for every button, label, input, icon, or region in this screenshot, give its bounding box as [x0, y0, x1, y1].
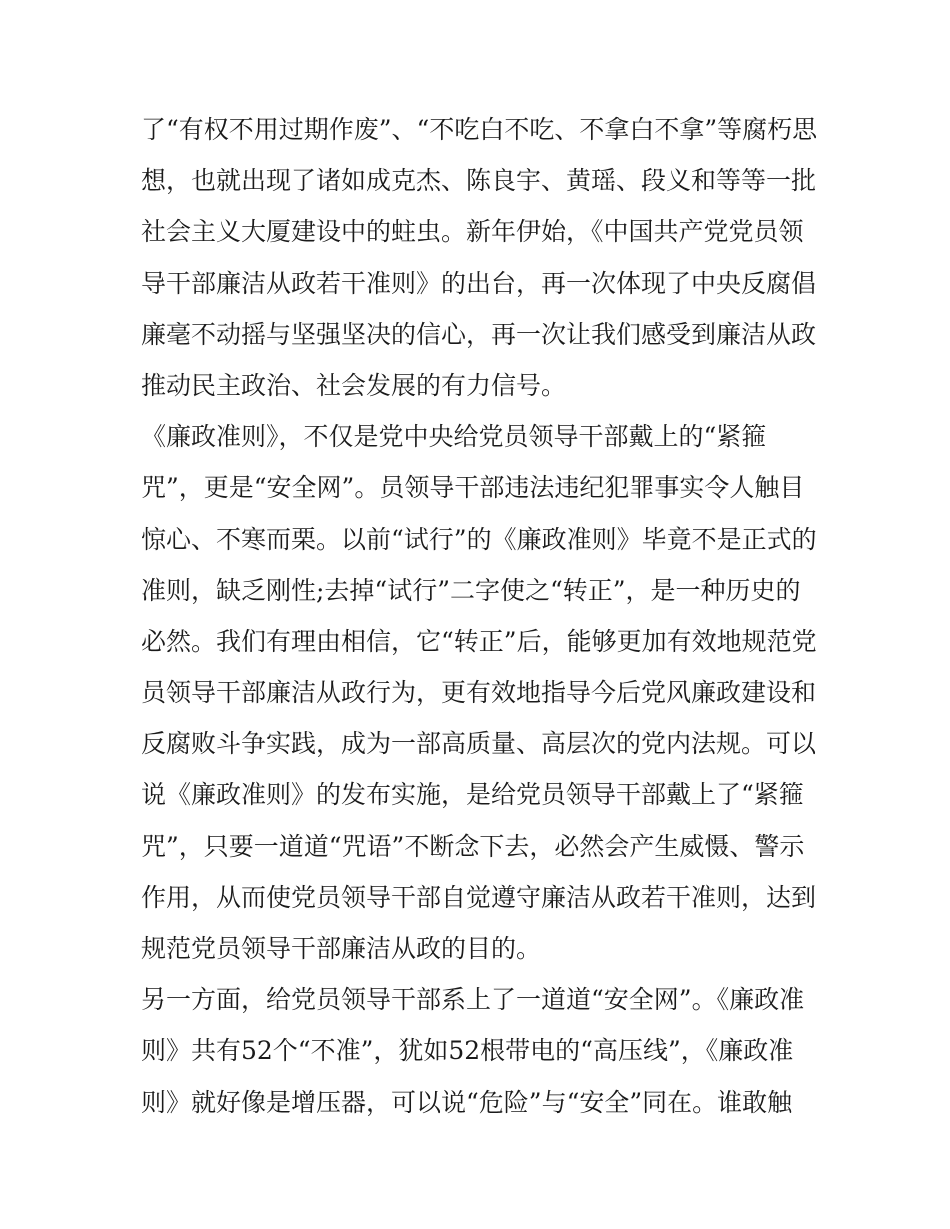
- text-line: 了“有权不用过期作废”、“不吃白不吃、不拿白不拿”等腐朽思: [141, 115, 818, 144]
- text-line: 社会主义大厦建设中的蛀虫。新年伊始，《中国共产党党员领: [141, 217, 804, 247]
- text-line: 反腐败斗争实践，成为一部高质量、高层次的党内法规。可以: [141, 729, 817, 759]
- text-line: 导干部廉洁从政若干准则》的出台，再一次体现了中央反腐倡: [141, 268, 817, 298]
- text-line: 《廉政准则》，不仅是党中央给党员领导干部戴上的“紧箍: [141, 422, 767, 452]
- text-line: 必然。我们有理由相信，它“转正”后，能够更加有效地规范党: [141, 626, 817, 656]
- text-line: 则》就好像是增压器，可以说“危险”与“安全”同在。谁敢触: [141, 1087, 793, 1117]
- text-line: 惊心、不寒而栗。以前“试行”的《廉政准则》毕竟不是正式的: [141, 524, 817, 554]
- text-line: 则》共有52个“不准”，犹如52根带电的“高压线”，《廉政准: [141, 1036, 794, 1066]
- text-line: 说《廉政准则》的发布实施，是给党员领导干部戴上了“紧箍: [141, 780, 804, 810]
- text-line: 咒”，更是“安全网”。员领导干部违法违纪犯罪事实令人触目: [141, 473, 805, 503]
- text-line: 另一方面，给党员领导干部系上了一道道“安全网”。《廉政准: [141, 985, 805, 1015]
- text-line: 准则，缺乏刚性;去掉“试行”二字使之“转正”，是一种历史的: [141, 575, 801, 605]
- text-line: 推动民主政治、社会发展的有力信号。: [141, 370, 567, 400]
- text-line: 咒”，只要一道道“咒语”不断念下去，必然会产生威慑、警示: [141, 831, 805, 861]
- text-line: 作用，从而使党员领导干部自觉遵守廉洁从政若干准则，达到: [141, 882, 817, 912]
- text-line: 想，也就出现了诸如成克杰、陈良宇、黄瑶、段义和等等一批: [141, 166, 817, 196]
- document-body: [141, 104, 821, 1128]
- text-line: 员领导干部廉洁从政行为，更有效地指导今后党风廉政建设和: [141, 678, 817, 708]
- text-line: 规范党员领导干部廉洁从政的目的。: [141, 934, 542, 963]
- text-line: 廉毫不动摇与坚强坚决的信心，再一次让我们感受到廉洁从政: [141, 319, 817, 349]
